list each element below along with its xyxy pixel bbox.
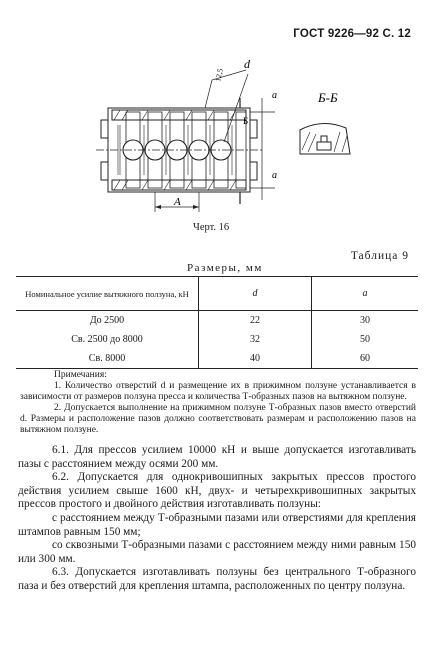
cell-force: Св. 2500 до 8000: [71, 334, 143, 345]
bottom-band: [112, 180, 246, 190]
cell-d: 22: [199, 311, 312, 331]
paragraph-6-2-a: с расстоянием между Т-образными пазами или отверстиями для крепления штампов равным 150 мм;: [18, 511, 416, 538]
table-notes: [20, 370, 416, 436]
paragraph-6-2-b: со сквозными Т-образными пазами с расстоянием между ними равным 150 или 300 мм.: [18, 539, 416, 565]
cell-a: 60: [312, 349, 419, 369]
note-item: 1. Количество отверстий d и размещение их в прижимном ползуне устанавливается в зависимости от размеров ползуна пресса и количества Т-образных пазов на вытяжном ползуне.: [20, 381, 416, 402]
paragraph-6-1: 6.1. Для прессов усилием 10000 кН и выше допускается изготавливать пазы с расстоянием между осями 200 мм.: [18, 444, 416, 470]
cell-force: Св. 8000: [16, 349, 199, 369]
notes-heading: Примечания:: [54, 370, 107, 380]
cell-a: 50: [312, 330, 419, 349]
col-header-force: Номинальное усилие вытяжного ползуна, кН: [16, 277, 199, 311]
table-title: Таблица 9: [350, 250, 409, 262]
table-row: [16, 330, 418, 349]
body-text: [18, 444, 416, 594]
label-A: A: [174, 196, 181, 208]
page-header: ГОСТ 9226—92 С. 12: [293, 28, 411, 40]
figure-caption: Черт. 16: [193, 222, 230, 233]
label-a-bottom: a: [272, 170, 277, 181]
table-header-row: [16, 277, 418, 311]
cell-d: 32: [199, 330, 312, 349]
dimensions-table: [16, 276, 418, 369]
slide-drawing: [0, 0, 433, 230]
label-a-top: a: [272, 90, 277, 101]
section-title: Б-Б: [318, 90, 338, 105]
table-row: [16, 349, 418, 369]
paragraph-6-2: 6.2. Допускается для однокривошипных закрытых прессов простого действия усилием свыше 1600 кН, двух- и четырехкривошипных закрытых прессов простого и двойного действия изготавливать ползуны:: [18, 471, 416, 511]
table-row: [16, 311, 418, 331]
table-subtitle: Размеры, мм: [187, 262, 263, 274]
paragraph-6-3: 6.3. Допускается изготавливать ползуны без центрального Т-образного паза и без отверстий для крепления штампа, расположенных по центру ползуна.: [18, 566, 416, 592]
label-d: d: [244, 57, 250, 71]
section-view: [300, 123, 350, 154]
col-header-d: d: [199, 277, 312, 311]
cell-force: До 2500: [89, 315, 125, 326]
cell-d: 40: [199, 349, 312, 369]
cell-a: 30: [312, 311, 419, 331]
top-band: [112, 110, 246, 120]
label-B: Б: [243, 116, 249, 126]
col-header-a: a: [312, 277, 419, 311]
note-item: 2. Допускается выполнение на прижимном ползуне Т-образных пазов вместо отверстий d. Размеры и расположение пазов должно соответствовать размерам и расположению пазов на вытяжном ползуне.: [20, 403, 416, 435]
dimension-a: [250, 98, 275, 200]
label-12-5: 12,5: [213, 67, 225, 83]
